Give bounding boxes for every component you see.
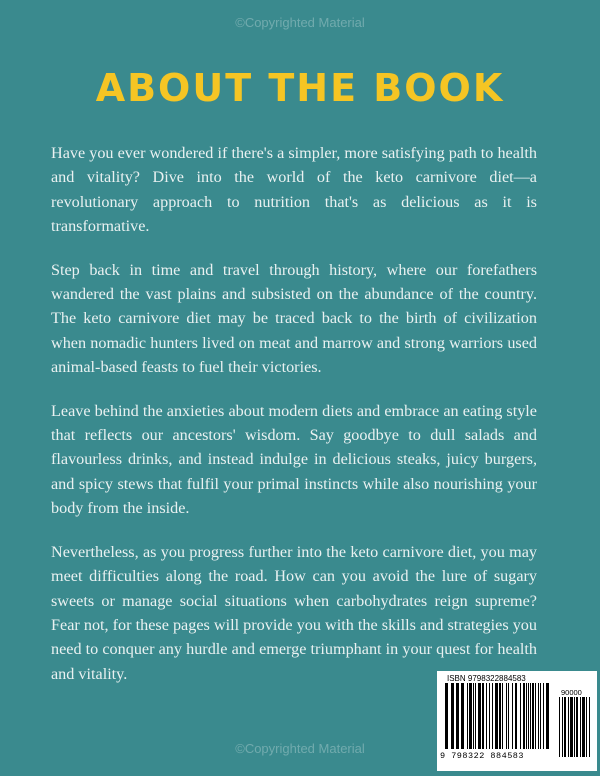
barcode-bar [535, 683, 536, 749]
barcode-bar [499, 683, 501, 749]
page-title: ABOUT THE BOOK [95, 66, 505, 110]
barcode-bar [520, 683, 521, 749]
isbn-barcode [437, 671, 597, 771]
watermark-bottom: ©Copyrighted Material [235, 741, 365, 756]
barcode-bar [456, 683, 459, 749]
description-body [51, 141, 537, 705]
barcode-bar [469, 683, 472, 749]
barcode-bar [512, 683, 513, 749]
barcode-bar [478, 683, 481, 749]
price-code: 90000 [561, 688, 582, 697]
barcode-bar [489, 683, 490, 749]
paragraph: Have you ever wondered if there's a simpler, more satisfying path to health and vitality? Dive into the world of the keto carnivore diet—a revolutionary approach to nutrition that's as delicious as it is transformative. [51, 144, 537, 236]
barcode-bar [467, 683, 468, 749]
barcode-bar [461, 683, 464, 749]
barcode-bar [502, 683, 503, 749]
barcode-bar [530, 683, 531, 749]
paragraph: Step back in time and travel through history, where our forefathers wandered the vast plains and subsisted on the abundance of the country. The keto carnivore diet may be traced back to the birth of civilization when nomadic hunters lived on meat and marrow and strong warriors used animal-based feasts to fuel their victories. [51, 260, 537, 377]
barcode-bar [546, 683, 549, 749]
barcode-bar [482, 683, 484, 749]
isbn-label: ISBN 9798322884583 [447, 674, 526, 683]
barcode-bar [528, 683, 529, 749]
paragraph: Leave behind the anxieties about modern diets and embrace an eating style that reflects our ancestors' wisdom. Say goodbye to dull salads and flavourless drinks, and instead indulge in delicious steaks, juicy burgers, and spicy stews that fulfil your primal instincts while also nourishing your body from the inside. [51, 401, 537, 518]
barcode-bar [486, 683, 487, 749]
barcode-bar [506, 683, 507, 749]
barcode-bar [508, 683, 509, 749]
barcode-bar [473, 683, 474, 749]
watermark-top: ©Copyrighted Material [235, 15, 365, 30]
barcode-bar [475, 683, 476, 749]
paragraph: Nevertheless, as you progress further into the keto carnivore diet, you may meet difficulties along the road. How can you avoid the lure of sugary sweets or manage social situations when carbohydrates reign supreme? Fear not, for these pages will provide you with the skills and strategies you need to conquer any hurdle and emerge triumphant in your quest for health and vitality. [51, 542, 537, 683]
barcode-bar [495, 683, 498, 749]
barcode-bar [515, 683, 517, 749]
barcode-bar [543, 683, 544, 749]
barcode-bar [492, 683, 493, 749]
barcode-bar [532, 683, 534, 749]
barcode-bars [445, 683, 551, 749]
barcode-bar [451, 683, 454, 749]
barcode-digits: 9 798322 884583 [440, 751, 525, 761]
barcode-bar [523, 683, 525, 749]
barcode-bar [538, 683, 539, 749]
barcode-bar [445, 683, 448, 749]
barcode-bar [526, 683, 527, 749]
barcode-bar [540, 683, 541, 749]
